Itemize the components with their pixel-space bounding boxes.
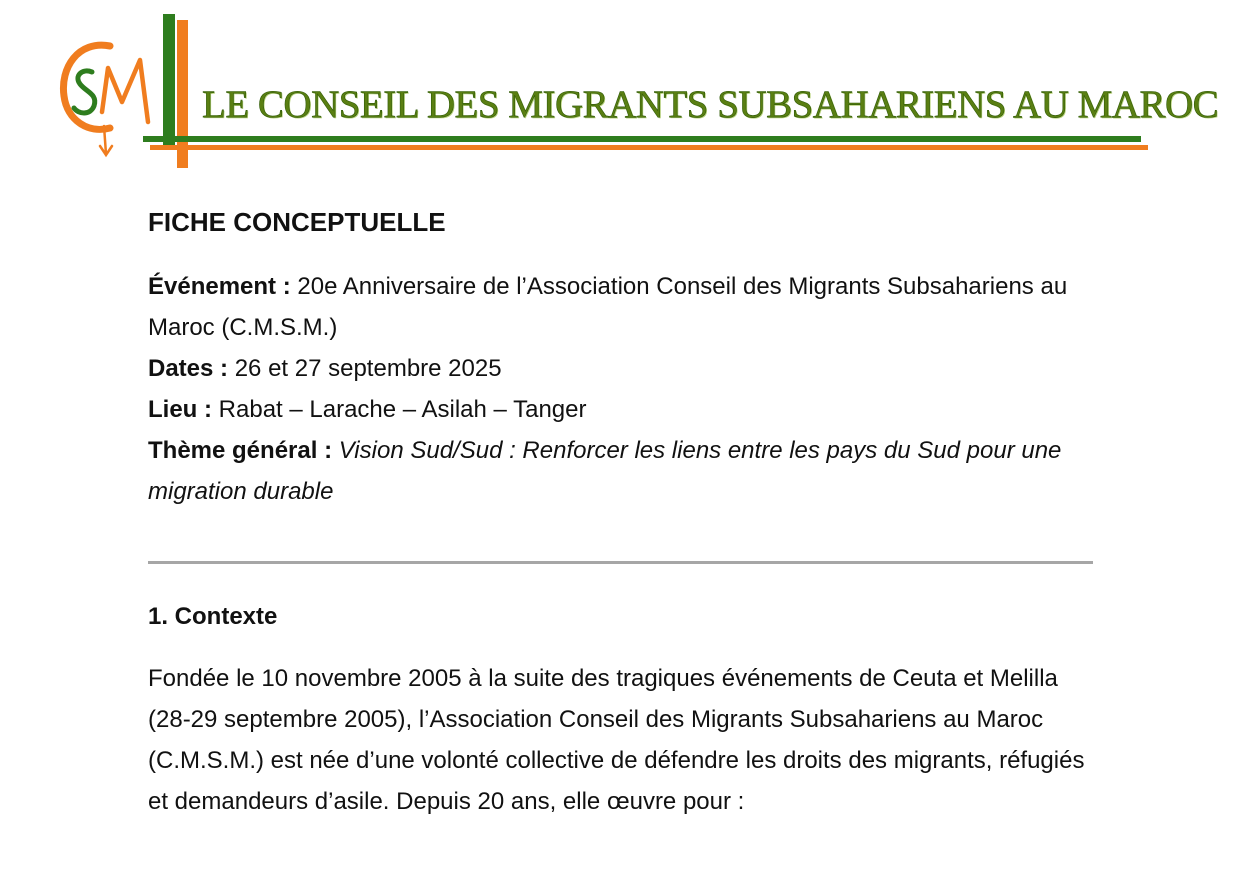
section-heading-context: 1. Contexte: [148, 603, 278, 630]
dates-label: Dates :: [148, 355, 229, 382]
organization-name: LE CONSEIL DES MIGRANTS SUBSAHARIENS AU MAROC: [202, 83, 1219, 126]
location-line: [148, 389, 1098, 430]
header-horizontal-orange-rule: [150, 145, 1148, 150]
event-details: [148, 266, 1098, 512]
header-vertical-green-bar: [163, 14, 175, 146]
location-label: Lieu :: [148, 396, 212, 423]
dates-line: [148, 348, 1098, 389]
event-label: Événement :: [148, 273, 291, 300]
section-divider: [148, 561, 1093, 564]
context-paragraph: Fondée le 10 novembre 2005 à la suite des tragiques événements de Ceuta et Melilla (28-29 septembre 2005), l’Association Conseil des Migrants Subsahariens au Maroc (C.M.S.M.) est née d’une volonté collective de défendre les droits des migrants, réfugiés et demandeurs d’asile. Depuis 20 ans, elle œuvre pour :: [148, 665, 1085, 815]
letterhead: [0, 0, 1241, 175]
event-line: [148, 266, 1098, 348]
theme-label: Thème général :: [148, 437, 333, 464]
event-value: 20e Anniversaire de l’Association Conseil des Migrants Subsahariens au Maroc (C.M.S.M.): [148, 273, 1068, 341]
location-value: Rabat – Larache – Asilah – Tanger: [218, 396, 587, 423]
dates-value: 26 et 27 septembre 2025: [234, 355, 502, 382]
theme-line: [148, 430, 1098, 512]
theme-value: Vision Sud/Sud : Renforcer les liens entre les pays du Sud pour une migration durable: [148, 437, 1062, 505]
header-horizontal-green-rule: [143, 136, 1141, 142]
document-title: FICHE CONCEPTUELLE: [148, 207, 446, 237]
